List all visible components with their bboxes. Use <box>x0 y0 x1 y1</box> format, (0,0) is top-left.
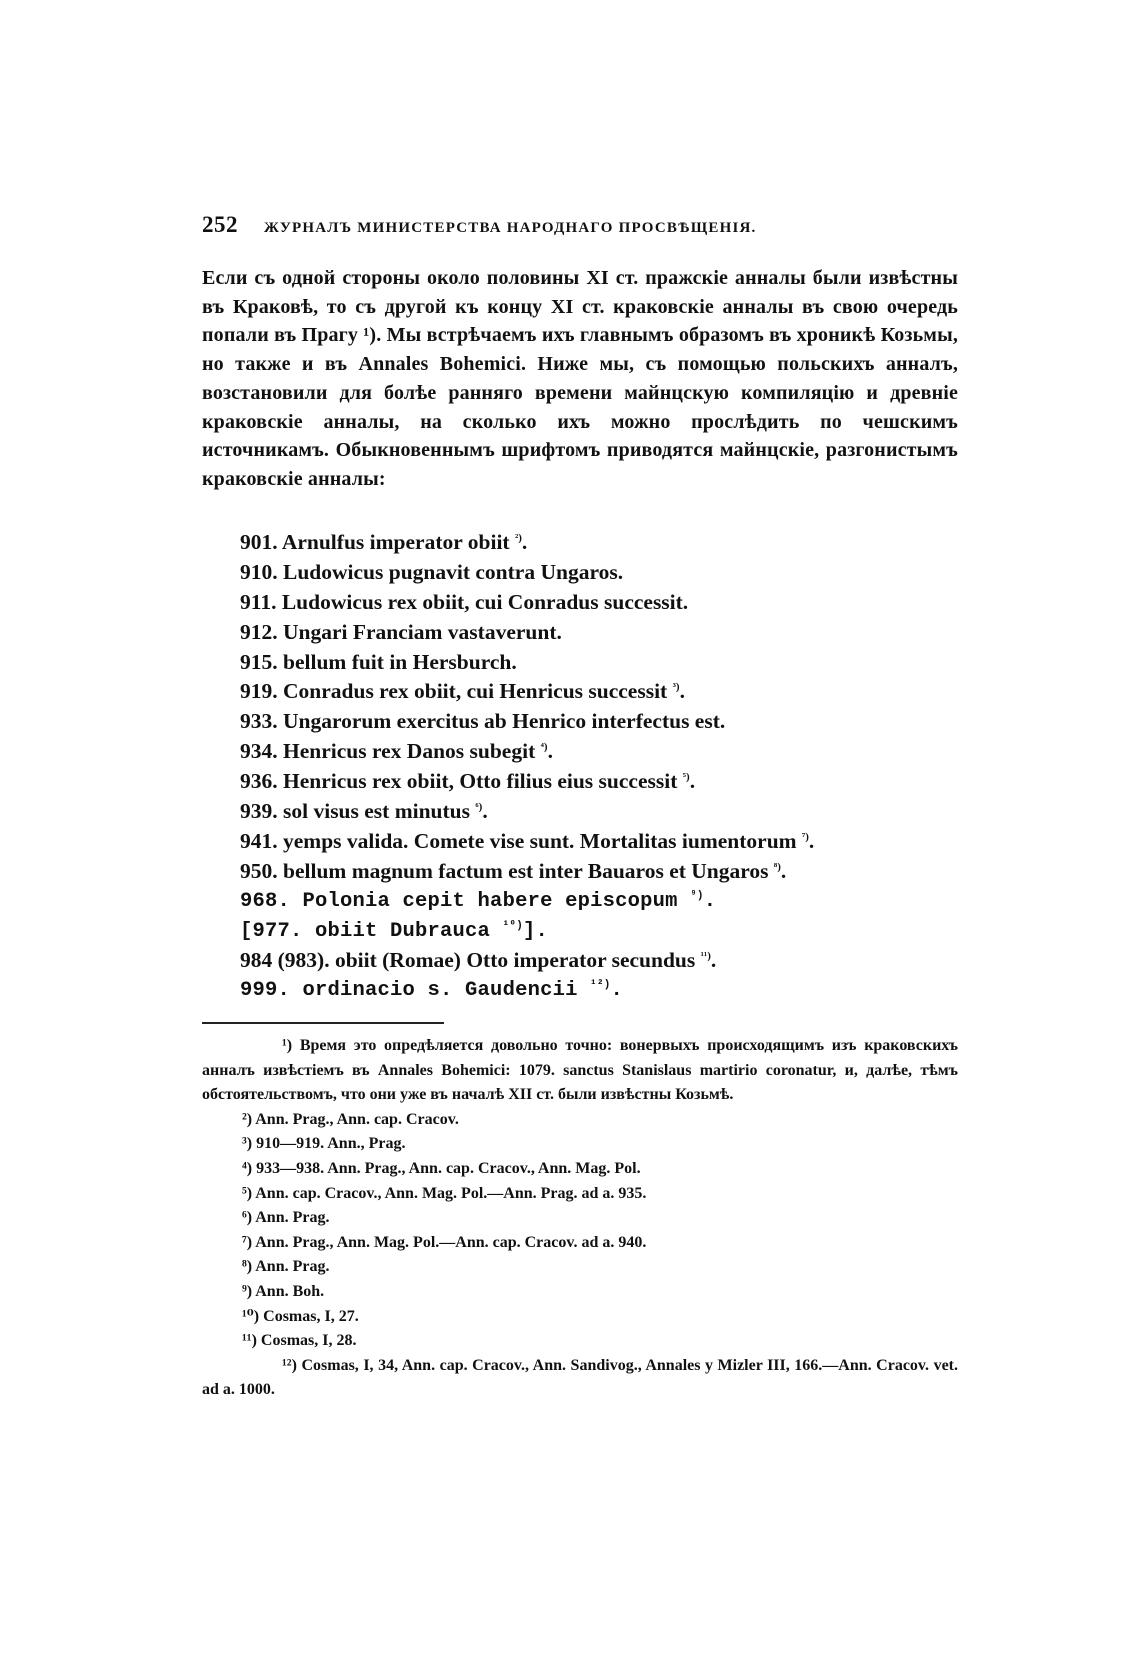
annal-entry <box>240 857 960 887</box>
entry-text: Henricus rex Danos subegit <box>283 739 536 764</box>
entry-year: 933. <box>240 709 278 734</box>
footnote <box>202 1206 958 1231</box>
entry-year: 912. <box>240 619 278 644</box>
footnote-divider <box>202 1022 444 1024</box>
entry-text: Ungari Franciam vastaverunt. <box>283 619 562 644</box>
entry-year: 910. <box>240 559 278 584</box>
footnote-text: Cosmas, I, 27. <box>263 1307 359 1325</box>
entry-end: . <box>521 530 528 554</box>
entry-year: 901. <box>240 530 278 554</box>
annal-entry <box>240 707 960 737</box>
entry-year: [977. <box>240 919 303 943</box>
footnote-number: ⁷) <box>242 1233 253 1251</box>
footnote-number: ⁹) <box>242 1282 253 1300</box>
running-title: ЖУРНАЛЪ МИНИСТЕРСТВА НАРОДНАГО ПРОСВѢЩЕНІЯ. <box>264 220 757 236</box>
footnote-number: ¹⁰) <box>242 1307 260 1325</box>
entry-end: . <box>710 948 717 973</box>
entry-text: bellum fuit in Hersburch. <box>283 649 517 674</box>
entry-text: Polonia cepit habere episcopum <box>302 889 678 913</box>
entry-end: . <box>703 889 717 913</box>
entry-year: 915. <box>240 649 278 674</box>
footnote <box>202 1157 958 1182</box>
footnote-number: ²) <box>242 1110 253 1128</box>
footnote <box>202 1034 958 1108</box>
entry-year: 919. <box>240 679 278 704</box>
intro-paragraph: Если съ одной стороны около половины XI ст. пражскіе анналы были извѣстны въ Краковѣ, то съ другой къ концу XI ст. краковскіе анналы въ свою очередь попали въ Прагу ¹). Мы встрѣчаемъ ихъ главнымъ образомъ въ хроникѣ Козьмы, но также и въ Annales Bohemici. Ниже мы, съ помощью польскихъ анналъ, возстановили для болѣе ранняго времени майнцскую компиляцію и древніе краковскіе анналы, на сколько ихъ можно прослѣдить по чешскимъ источникамъ. Обыкновеннымъ шрифтомъ приводятся майнцскіе, разгонистымъ краковскіе анналы: <box>202 267 958 490</box>
entry-text: Henricus rex obiit, Otto filius eius successit <box>283 769 678 794</box>
footnote-text: 933—938. Ann. Prag., Ann. cap. Cracov., Ann. Mag. Pol. <box>256 1159 641 1177</box>
entry-year: 941. <box>240 828 278 853</box>
annal-entry-cracow <box>240 976 960 1006</box>
page-header <box>202 212 962 242</box>
footnote-ref: ¹⁰) <box>502 919 524 932</box>
footnote-ref: ⁹) <box>690 889 704 902</box>
entry-end: . <box>547 739 553 764</box>
entry-end: . <box>808 828 815 853</box>
footnote-number: ¹) <box>282 1037 293 1054</box>
page-number: 252 <box>202 212 238 237</box>
footnote-text: Ann. Prag. <box>255 1209 330 1227</box>
annals-list <box>240 528 960 1006</box>
footnote-ref: ⁸) <box>773 860 781 873</box>
footnote-number: ⁸) <box>242 1258 253 1276</box>
footnote <box>202 1280 958 1305</box>
annal-entry <box>240 797 960 827</box>
entry-text: bellum magnum factum est inter Bauaros et Ungaros <box>283 858 769 883</box>
footnote-ref: ⁷) <box>801 830 809 843</box>
footnote-text: Cosmas, I, 34, Ann. cap. Cracov., Ann. Sandivog., Annales y Mizler III, 166.—Ann. Cracov. vet. ad a. 1000. <box>202 1356 958 1399</box>
footnote-ref: ²) <box>514 531 522 544</box>
annal-entry <box>240 588 960 618</box>
entry-year: 950. <box>240 858 278 883</box>
footnote <box>202 1108 958 1133</box>
footnote <box>202 1255 958 1280</box>
footnote-ref: ¹¹) <box>700 950 711 963</box>
footnotes <box>202 1034 958 1403</box>
footnote-ref: ⁶) <box>475 800 483 813</box>
entry-text: sol visus est minutus <box>283 799 470 824</box>
annal-entry-cracow <box>240 887 960 917</box>
footnote-number: ³) <box>242 1135 253 1153</box>
annal-entry <box>240 648 960 678</box>
entry-year: 911. <box>240 589 277 614</box>
entry-text: Ludowicus pugnavit contra Ungaros. <box>283 559 624 584</box>
entry-text: Ludowicus rex obiit, cui Conradus successit. <box>281 589 689 614</box>
entry-year: 934. <box>240 739 278 764</box>
footnote-ref: ¹²) <box>590 979 611 992</box>
footnote-text: Ann. cap. Cracov., Ann. Mag. Pol.—Ann. Prag. ad a. 935. <box>255 1184 647 1202</box>
footnote-ref: ⁵) <box>682 770 690 783</box>
footnote <box>202 1305 958 1330</box>
annal-entry <box>240 827 960 857</box>
annal-entry <box>240 946 960 976</box>
footnote-ref: ⁴) <box>540 741 548 754</box>
footnote-ref: ³) <box>672 681 680 694</box>
entry-end: . <box>482 799 488 824</box>
footnote-number: ¹²) <box>282 1356 297 1374</box>
footnote-text: Ann. Prag., Ann. cap. Cracov. <box>255 1110 459 1128</box>
entry-year: 936. <box>240 769 278 794</box>
entry-end: . <box>780 858 787 883</box>
footnote <box>202 1182 958 1207</box>
entry-text: obiit Dubrauca <box>315 919 491 943</box>
footnote <box>202 1132 958 1157</box>
annal-entry-cracow <box>240 917 960 947</box>
entry-end: ]. <box>523 919 549 943</box>
entry-end: . <box>679 679 685 704</box>
entry-text: ordinacio s. Gaudencii <box>302 979 578 1003</box>
annal-entry <box>240 677 960 707</box>
annal-entry <box>240 618 960 648</box>
annal-entry <box>240 767 960 797</box>
annal-entry <box>240 558 960 588</box>
footnote-text: Время это опредѣляется довольно точно: вонервыхъ происходящимъ изъ краковскихъ анналъ извѣстіемъ въ Annales Bohemici: 1079. sanctus Stanislaus martirio coronatur, и, далѣе, тѣмъ обстоятельствомъ, что они уже въ началѣ XII ст. были извѣстны Козьмѣ. <box>202 1037 959 1104</box>
entry-end: . <box>689 769 696 794</box>
entry-end: . <box>610 979 624 1003</box>
footnote-number: ⁵) <box>242 1184 253 1202</box>
entry-year: 984 (983). <box>240 948 330 973</box>
entry-year: 968. <box>240 889 291 913</box>
footnote-text: Cosmas, I, 28. <box>260 1332 357 1350</box>
footnote <box>202 1354 958 1403</box>
entry-text: obiit (Romae) Otto imperator secundus <box>334 948 696 973</box>
entry-year: 999. <box>240 979 291 1003</box>
entry-year: 939. <box>240 799 278 824</box>
footnote-text: Ann. Boh. <box>255 1282 325 1300</box>
entry-text: Conradus rex obiit, cui Henricus successit <box>283 679 668 704</box>
footnote-text: Ann. Prag. <box>255 1258 330 1276</box>
annal-entry <box>240 737 960 767</box>
entry-text: Arnulfus imperator obiit <box>281 530 510 554</box>
footnote-number: ⁶) <box>242 1209 253 1227</box>
entry-text: Ungarorum exercitus ab Henrico interfectus est. <box>283 709 726 734</box>
annal-entry <box>240 528 960 558</box>
entry-text: yemps valida. Comete vise sunt. Mortalitas iumentorum <box>283 828 797 853</box>
footnote <box>202 1231 958 1256</box>
footnote-text: Ann. Prag., Ann. Mag. Pol.—Ann. cap. Cracov. ad a. 940. <box>255 1233 647 1251</box>
footnote-number: ¹¹) <box>242 1332 257 1350</box>
footnote-text: 910—919. Ann., Prag. <box>256 1135 406 1153</box>
footnote-number: ⁴) <box>242 1159 253 1177</box>
footnote <box>202 1329 958 1354</box>
